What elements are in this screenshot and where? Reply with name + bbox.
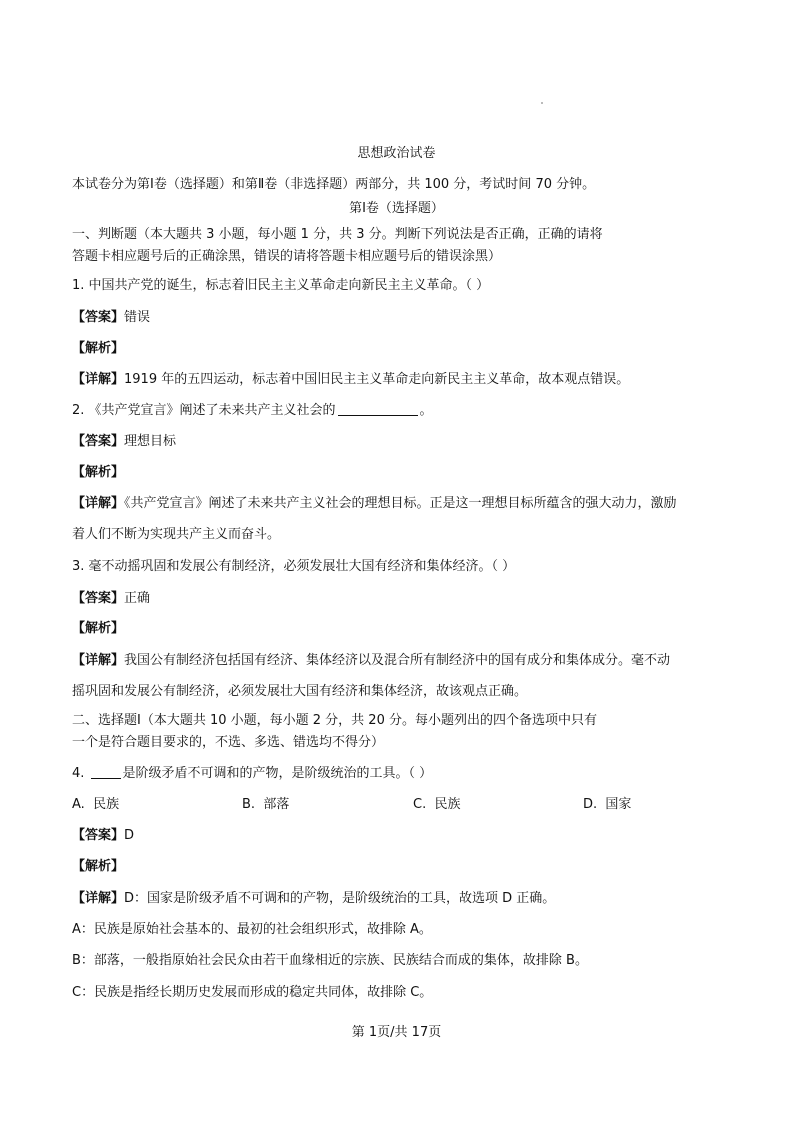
q3-stem: 3. 毫不动摇巩固和发展公有制经济，必须发展壮大国有经济和集体经济。（ ） (72, 559, 516, 574)
q4-option-b (242, 796, 289, 814)
q1-answer (72, 309, 722, 327)
q2-detail-line1 (72, 495, 722, 513)
q4-blank (91, 765, 121, 779)
q2-answer (72, 433, 722, 451)
q2-blank (338, 402, 418, 416)
answer-label: 【答案】 (72, 591, 125, 606)
q1-stem: 1. 中国共产党的诞生，标志着旧民主主义革命走向新民主主义革命。（ ） (72, 278, 490, 293)
analysis-label: 【解析】 (72, 465, 125, 480)
q2-stem-start: 2. 《共产党宣言》阐述了未来共产主义社会的 (72, 403, 336, 418)
scan-speck (541, 102, 543, 104)
q4-explain-b: B：部落，一般指原始社会民众由若干血缘相近的宗族、民族结合而成的集体，故排除 B。 (72, 953, 588, 968)
q2-answer-value: 理想目标 (124, 434, 177, 449)
q4-stem-text: 是阶级矛盾不可调和的产物，是阶级统治的工具。（ ） (122, 766, 433, 781)
analysis-label: 【解析】 (72, 621, 125, 636)
q1-detail-text: 1919 年的五四运动，标志着中国旧民主主义革命走向新民主主义革命，故本观点错误。 (124, 372, 630, 387)
q4-stem (72, 765, 722, 783)
option-letter: A. (72, 797, 85, 812)
q2-stem (72, 402, 722, 420)
option-letter: D. (583, 797, 598, 812)
q3-analysis (72, 620, 722, 638)
q2-stem-end: 。 (419, 403, 433, 418)
option-letter: C. (413, 797, 427, 812)
q4-stem-number: 4. (72, 766, 89, 781)
answer-label: 【答案】 (72, 434, 125, 449)
answer-label: 【答案】 (72, 828, 125, 843)
detail-label: 【详解】 (72, 891, 125, 906)
q1-analysis (72, 340, 722, 358)
detail-label: 【详解】 (72, 372, 125, 387)
analysis-label: 【解析】 (72, 859, 125, 874)
section1-heading-line2: 答题卡相应题号后的正确涂黑，错误的请将答题卡相应题号后的错误涂黑） (72, 249, 502, 264)
q3-detail-line1 (72, 652, 722, 670)
option-text: 民族 (93, 797, 120, 812)
q4-option-d (583, 796, 631, 814)
q3-detail-text: 我国公有制经济包括国有经济、集体经济以及混合所有制经济中的国有成分和集体成分。毫不动 (124, 653, 671, 668)
q4-detail-text: D：国家是阶级矛盾不可调和的产物，是阶级统治的工具，故选项 D 正确。 (124, 891, 556, 906)
option-text: 部落 (263, 797, 290, 812)
q2-detail-text: 《共产党宣言》阐述了未来共产主义社会的理想目标。正是这一理想目标所蕴含的强大动力，激励 (124, 496, 677, 511)
q4-option-a (72, 796, 119, 814)
q3-detail-line2: 摇巩固和发展公有制经济，必须发展壮大国有经济和集体经济，故该观点正确。 (72, 684, 528, 699)
q1-detail (72, 371, 722, 389)
q4-option-c (413, 796, 461, 814)
detail-label: 【详解】 (72, 496, 125, 511)
q1-answer-value: 错误 (124, 310, 151, 325)
exam-intro: 本试卷分为第Ⅰ卷（选择题）和第Ⅱ卷（非选择题）两部分，共 100 分，考试时间 70 分钟。 (72, 177, 596, 192)
analysis-label: 【解析】 (72, 341, 125, 356)
q3-answer-value: 正确 (124, 591, 151, 606)
q4-explain-c: C：民族是指经长期历史发展而形成的稳定共同体，故排除 C。 (72, 985, 433, 1000)
q4-explain-a: A：民族是原始社会基本的、最初的社会组织形式，故排除 A。 (72, 922, 432, 937)
q4-analysis (72, 858, 722, 876)
q2-detail-line2: 着人们不断为实现共产主义而奋斗。 (72, 527, 281, 542)
q4-answer-value: D (124, 828, 135, 843)
q4-detail (72, 890, 722, 908)
q2-analysis (72, 464, 722, 482)
option-text: 国家 (605, 797, 632, 812)
detail-label: 【详解】 (72, 653, 125, 668)
option-text: 民族 (434, 797, 461, 812)
answer-label: 【答案】 (72, 310, 125, 325)
page-footer: 第 1页/共 17页 (351, 1025, 442, 1040)
document-title: 思想政治试卷 (357, 146, 436, 161)
section2-heading-line1: 二、选择题Ⅰ（本大题共 10 小题，每小题 2 分，共 20 分。每小题列出的四个备选项中只有 (72, 713, 597, 728)
section2-heading-line2: 一个是符合题目要求的，不选、多选、错选均不得分） (72, 735, 385, 750)
option-letter: B. (242, 797, 256, 812)
q4-answer (72, 827, 722, 845)
section1-heading-line1: 一、判断题（本大题共 3 小题，每小题 1 分，共 3 分。判断下列说法是否正确，正确的请将 (72, 227, 603, 242)
part1-title: 第Ⅰ卷（选择题） (349, 201, 444, 216)
q3-answer (72, 590, 722, 608)
